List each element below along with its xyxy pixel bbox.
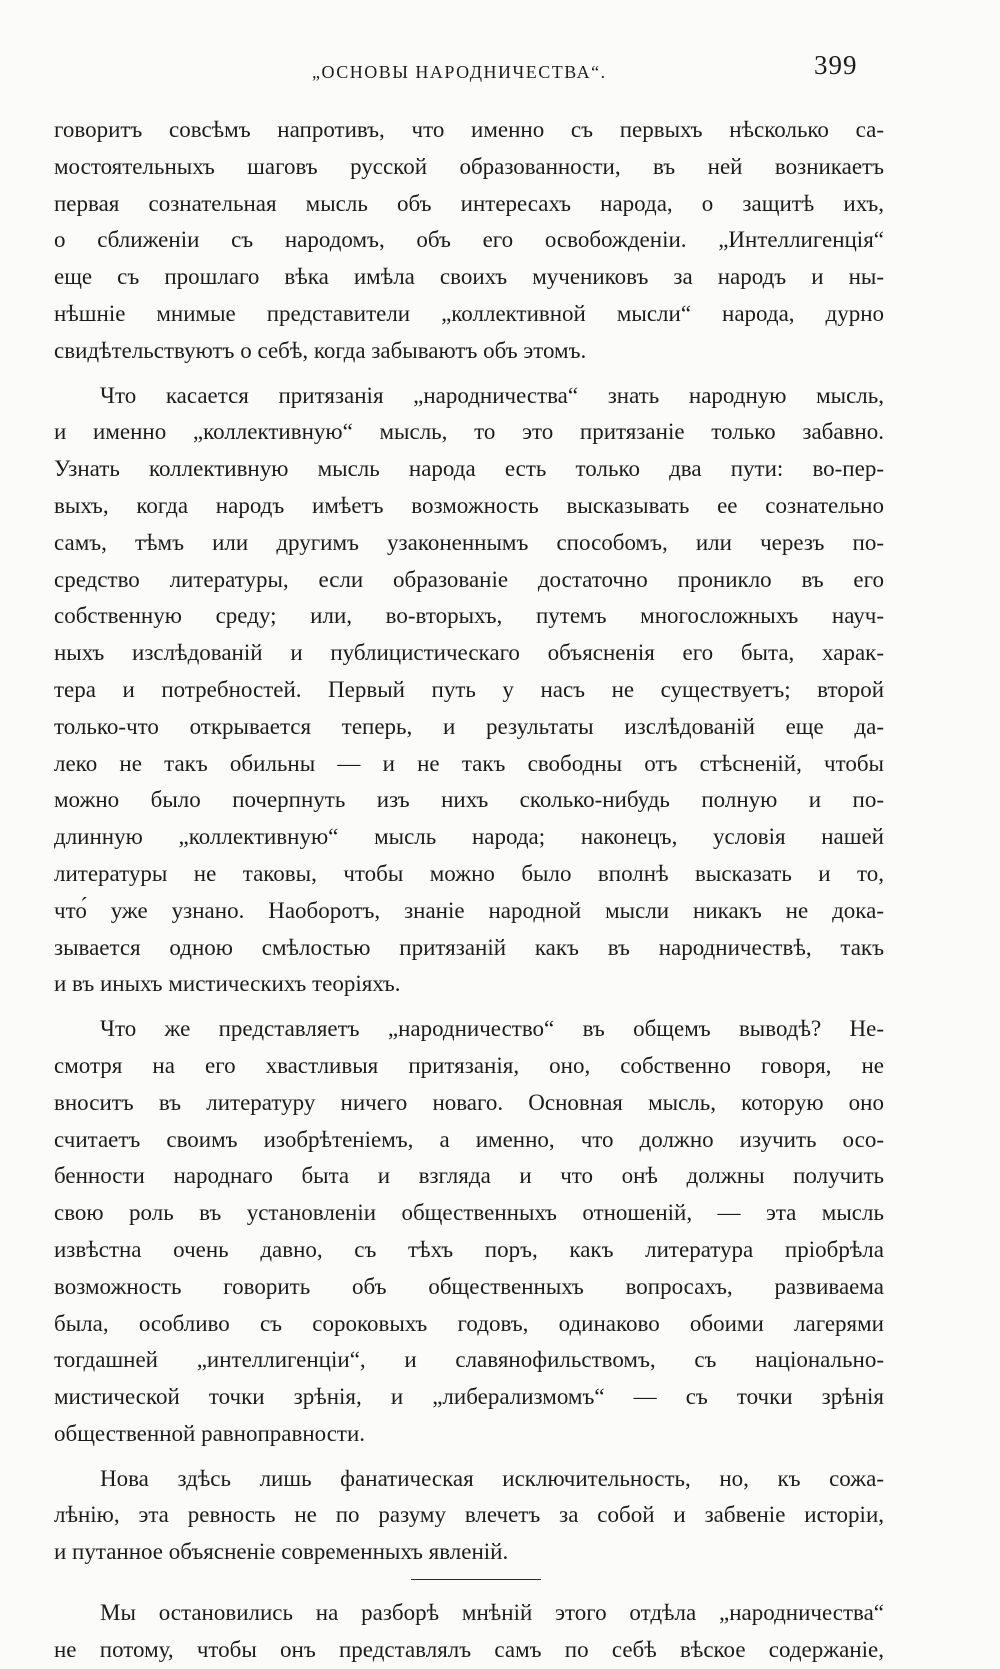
text-line: вноситъ въ литературу ничего новаго. Основная мысль, которую оно <box>54 1089 884 1115</box>
text-line: лѣнію, эта ревность не по разуму влечетъ за собой и забвеніе исторіи, <box>54 1502 884 1528</box>
text-line: тогдашней „интеллигенціи“, и славянофильствомъ, съ національно- <box>54 1347 884 1373</box>
text-line: и путанное объясненіе современныхъ явленій. <box>54 1539 509 1565</box>
paragraph-4 <box>54 1461 884 1571</box>
text-line: о сближеніи съ народомъ, объ его освобожденіи. „Интеллигенція“ <box>54 227 884 253</box>
text-line: говоритъ совсѣмъ напротивъ, что именно съ первыхъ нѣсколько са- <box>54 117 884 142</box>
text-line: нѣшніе мнимые представители „коллективной мысли“ народа, дурно <box>54 300 884 326</box>
paragraph-1 <box>54 112 884 370</box>
body-text <box>54 112 884 1669</box>
page-number: 399 <box>814 50 858 80</box>
page-header <box>0 50 1000 90</box>
divider-rule <box>411 1579 541 1580</box>
text-line: что́ уже узнано. Наоборотъ, знаніе народной мысли никакъ не дока- <box>54 897 884 923</box>
text-line: самъ, тѣмъ или другимъ узаконеннымъ способомъ, или черезъ по- <box>54 529 884 555</box>
text-line: можно было почерпнуть изъ нихъ сколько-нибудь полную и по- <box>54 787 884 813</box>
text-line: Нова здѣсь лишь фанатическая исключительность, но, къ сожа- <box>100 1465 884 1491</box>
section-divider <box>54 1571 884 1589</box>
text-line: не потому, чтобы онъ представлялъ самъ по себѣ вѣское содержаніе, <box>54 1636 884 1662</box>
paragraph-5 <box>54 1595 884 1669</box>
text-line: и именно „коллективную“ мысль, то это притязаніе только забавно. <box>54 419 884 445</box>
text-line: свою роль въ установленіи общественныхъ отношеній, — эта мысль <box>54 1200 884 1226</box>
text-line: мостоятельныхъ шаговъ русской образованности, въ ней возникаетъ <box>54 153 884 179</box>
text-line: зывается одною смѣлостью притязаній какъ въ народничествѣ, такъ <box>54 934 884 960</box>
text-line: извѣстна очень давно, съ тѣхъ поръ, какъ литература пріобрѣла <box>54 1236 884 1262</box>
text-line: считаетъ своимъ изобрѣтеніемъ, а именно, что должно изучить осо- <box>54 1126 884 1152</box>
text-line: и въ иныхъ мистическихъ теоріяхъ. <box>54 971 401 997</box>
text-line: длинную „коллективную“ мысль народа; наконецъ, условія нашей <box>54 824 884 850</box>
text-line: еще съ прошлаго вѣка имѣла своихъ мучениковъ за народъ и ны- <box>54 264 884 290</box>
paragraph-3 <box>54 1011 884 1453</box>
text-line: мистической точки зрѣнія, и „либерализмомъ“ — съ точки зрѣнія <box>54 1384 884 1410</box>
text-line: тера и потребностей. Первый путь у насъ не существуетъ; второй <box>54 676 884 702</box>
text-line: леко не такъ обильны — и не такъ свободны отъ стѣсненій, чтобы <box>54 750 884 776</box>
text-line: Узнать коллективную мысль народа есть только два пути: во-пер- <box>54 456 884 482</box>
text-line: собственную среду; или, во-вторыхъ, путемъ многосложныхъ науч- <box>54 603 884 629</box>
text-line: только-что открывается теперь, и результаты изслѣдованій еще да- <box>54 713 884 739</box>
text-line: средство литературы, если образованіе достаточно проникло въ его <box>54 566 884 592</box>
text-line: смотря на его хвастливыя притязанія, оно, собственно говоря, не <box>54 1052 884 1078</box>
text-line: литературы не таковы, чтобы можно было вполнѣ высказать и то, <box>54 860 884 886</box>
running-title: „ОСНОВЫ НАРОДНИЧЕСТВА“. <box>312 62 607 82</box>
text-line: выхъ, когда народъ имѣетъ возможность высказывать ее сознательно <box>54 492 884 518</box>
text-line: ныхъ изслѣдованій и публицистическаго объясненія его быта, харак- <box>54 640 884 666</box>
text-line: свидѣтельствуютъ о себѣ, когда забываютъ объ этомъ. <box>54 337 587 363</box>
text-line: общественной равноправности. <box>54 1420 366 1446</box>
text-line: Что же представляетъ „народничество“ въ общемъ выводѣ? Не- <box>100 1016 884 1042</box>
text-line: бенности народнаго быта и взгляда и что онѣ должны получить <box>54 1163 884 1189</box>
text-line: Что касается притязанія „народничества“ знать народную мысль, <box>100 382 884 408</box>
text-line: первая сознательная мысль объ интересахъ народа, о защитѣ ихъ, <box>54 190 884 216</box>
text-line: была, особливо съ сороковыхъ годовъ, одинаково обоими лагерями <box>54 1310 884 1336</box>
paragraph-2 <box>54 378 884 1004</box>
text-line: возможность говорить объ общественныхъ вопросахъ, развиваема <box>54 1273 884 1299</box>
text-line: Мы остановились на разборѣ мнѣній этого отдѣла „народничества“ <box>100 1600 884 1626</box>
